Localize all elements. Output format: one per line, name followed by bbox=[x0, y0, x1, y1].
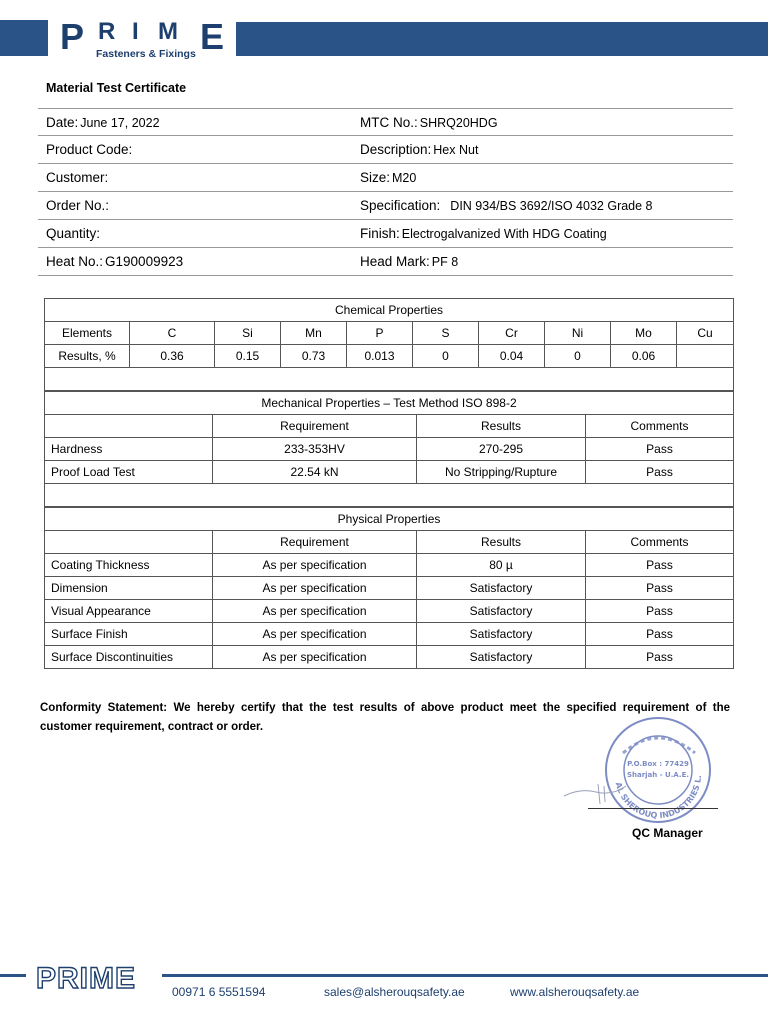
element-cell: Mo bbox=[611, 322, 677, 345]
header-cell: Results bbox=[417, 415, 586, 438]
logo-letter-p: P bbox=[60, 16, 85, 57]
info-row bbox=[38, 192, 733, 220]
quantity-field: Quantity: bbox=[46, 226, 101, 241]
header-cell: Results bbox=[417, 531, 586, 554]
result-cell: 270-295 bbox=[417, 438, 586, 461]
property-cell: Hardness bbox=[45, 438, 213, 461]
table-row bbox=[45, 623, 734, 646]
comment-cell: Pass bbox=[586, 461, 734, 484]
info-row bbox=[38, 220, 733, 248]
requirement-cell: As per specification bbox=[213, 554, 417, 577]
mtc-no-field: MTC No.: SHRQ20HDG bbox=[360, 115, 498, 130]
requirement-cell: 22.54 kN bbox=[213, 461, 417, 484]
comment-cell: Pass bbox=[586, 646, 734, 669]
qc-manager-label: QC Manager bbox=[632, 826, 703, 840]
logo-subtitle: Fasteners & Fixings bbox=[96, 48, 196, 60]
comment-cell: Pass bbox=[586, 623, 734, 646]
table-row bbox=[45, 461, 734, 484]
chemical-properties-table bbox=[44, 298, 734, 391]
header-bar-left bbox=[0, 20, 48, 56]
table-row bbox=[45, 345, 734, 368]
header-cell bbox=[45, 531, 213, 554]
table-row bbox=[45, 646, 734, 669]
table-row bbox=[45, 600, 734, 623]
prime-logo bbox=[56, 16, 232, 64]
element-cell: C bbox=[130, 322, 215, 345]
info-row bbox=[38, 136, 733, 164]
table-row bbox=[45, 531, 734, 554]
logo-letter-m: M bbox=[158, 18, 178, 45]
table-row bbox=[45, 554, 734, 577]
description-field: Description: Hex Nut bbox=[360, 142, 479, 157]
chemical-title: Chemical Properties bbox=[45, 299, 734, 322]
table-row bbox=[45, 322, 734, 345]
result-cell bbox=[677, 345, 734, 368]
result-cell: Satisfactory bbox=[417, 646, 586, 669]
logo-letter-e: E bbox=[200, 16, 225, 57]
table-row bbox=[45, 415, 734, 438]
element-cell: Si bbox=[215, 322, 281, 345]
signature-line bbox=[588, 808, 718, 809]
element-cell: Ni bbox=[545, 322, 611, 345]
property-cell: Surface Discontinuities bbox=[45, 646, 213, 669]
size-field: Size: M20 bbox=[360, 170, 417, 185]
stamp-line-1: P.O.Box : 77429 bbox=[627, 760, 689, 768]
logo-letter-r: R bbox=[98, 18, 116, 45]
result-cell: 0.36 bbox=[130, 345, 215, 368]
stamp-line-2: Sharjah - U.A.E. bbox=[626, 771, 690, 779]
element-cell: Mn bbox=[281, 322, 347, 345]
property-cell: Surface Finish bbox=[45, 623, 213, 646]
requirement-cell: As per specification bbox=[213, 600, 417, 623]
table-row bbox=[45, 392, 734, 415]
product-code-field: Product Code: bbox=[46, 142, 133, 157]
footer-phone: 00971 6 5551594 bbox=[172, 985, 266, 999]
result-cell: 0.06 bbox=[611, 345, 677, 368]
result-cell: Satisfactory bbox=[417, 600, 586, 623]
element-cell: Cr bbox=[479, 322, 545, 345]
result-cell: 0.15 bbox=[215, 345, 281, 368]
comment-cell: Pass bbox=[586, 577, 734, 600]
result-cell: 0.73 bbox=[281, 345, 347, 368]
table-row bbox=[45, 508, 734, 531]
property-cell: Visual Appearance bbox=[45, 600, 213, 623]
element-cell: P bbox=[347, 322, 413, 345]
order-no-field: Order No.: bbox=[46, 198, 110, 213]
header-bar-right bbox=[236, 22, 768, 56]
header-cell: Requirement bbox=[213, 531, 417, 554]
footer-bar-right bbox=[162, 974, 768, 977]
table-row bbox=[45, 438, 734, 461]
date-field: Date: June 17, 2022 bbox=[46, 115, 160, 130]
heat-no-field: Heat No.: G190009923 bbox=[46, 254, 184, 269]
elements-label: Elements bbox=[45, 322, 130, 345]
result-cell: 80 µ bbox=[417, 554, 586, 577]
conformity-label: Conformity Statement: bbox=[40, 702, 168, 714]
comment-cell: Pass bbox=[586, 554, 734, 577]
document-title: Material Test Certificate bbox=[46, 81, 187, 95]
requirement-cell: 233-353HV bbox=[213, 438, 417, 461]
results-label: Results, % bbox=[45, 345, 130, 368]
spacer-row bbox=[45, 368, 734, 391]
footer-logo: PRIME bbox=[36, 962, 137, 995]
header-cell: Requirement bbox=[213, 415, 417, 438]
result-cell: 0.013 bbox=[347, 345, 413, 368]
result-cell: 0 bbox=[413, 345, 479, 368]
info-row bbox=[38, 108, 733, 136]
physical-title: Physical Properties bbox=[45, 508, 734, 531]
comment-cell: Pass bbox=[586, 600, 734, 623]
info-grid bbox=[38, 108, 733, 276]
mechanical-properties-table bbox=[44, 391, 734, 507]
stamp-ring-text: AL SHEROUQ INDUSTRIES L. bbox=[613, 774, 704, 821]
footer-website[interactable]: www.alsherouqsafety.ae bbox=[510, 985, 640, 999]
table-row bbox=[45, 299, 734, 322]
head-mark-field: Head Mark: PF 8 bbox=[360, 254, 459, 269]
info-row bbox=[38, 164, 733, 192]
header-cell: Comments bbox=[586, 531, 734, 554]
header-cell bbox=[45, 415, 213, 438]
element-cell: Cu bbox=[677, 322, 734, 345]
property-cell: Coating Thickness bbox=[45, 554, 213, 577]
logo-letter-i: I bbox=[132, 18, 139, 45]
physical-properties-table bbox=[44, 507, 734, 669]
customer-field: Customer: bbox=[46, 170, 109, 185]
requirement-cell: As per specification bbox=[213, 577, 417, 600]
property-cell: Dimension bbox=[45, 577, 213, 600]
footer-bar-left bbox=[0, 974, 26, 977]
signature-scribble bbox=[560, 778, 630, 808]
result-cell: No Stripping/Rupture bbox=[417, 461, 586, 484]
result-cell: 0 bbox=[545, 345, 611, 368]
conformity-text: We hereby certify that the test results of above product meet the specified requirement of the customer requirement, contract or order. bbox=[40, 702, 731, 733]
result-cell: Satisfactory bbox=[417, 623, 586, 646]
comment-cell: Pass bbox=[586, 438, 734, 461]
result-cell: Satisfactory bbox=[417, 577, 586, 600]
requirement-cell: As per specification bbox=[213, 623, 417, 646]
spacer-row bbox=[45, 484, 734, 507]
table-row bbox=[45, 577, 734, 600]
element-cell: S bbox=[413, 322, 479, 345]
finish-field: Finish: Electrogalvanized With HDG Coating bbox=[360, 226, 607, 241]
footer-email[interactable]: sales@alsherouqsafety.ae bbox=[324, 985, 465, 999]
specification-field: Specification: DIN 934/BS 3692/ISO 4032 Grade 8 bbox=[360, 198, 653, 213]
mechanical-title: Mechanical Properties – Test Method ISO 898-2 bbox=[45, 392, 734, 415]
result-cell: 0.04 bbox=[479, 345, 545, 368]
info-row bbox=[38, 248, 733, 276]
property-cell: Proof Load Test bbox=[45, 461, 213, 484]
header-cell: Comments bbox=[586, 415, 734, 438]
requirement-cell: As per specification bbox=[213, 646, 417, 669]
